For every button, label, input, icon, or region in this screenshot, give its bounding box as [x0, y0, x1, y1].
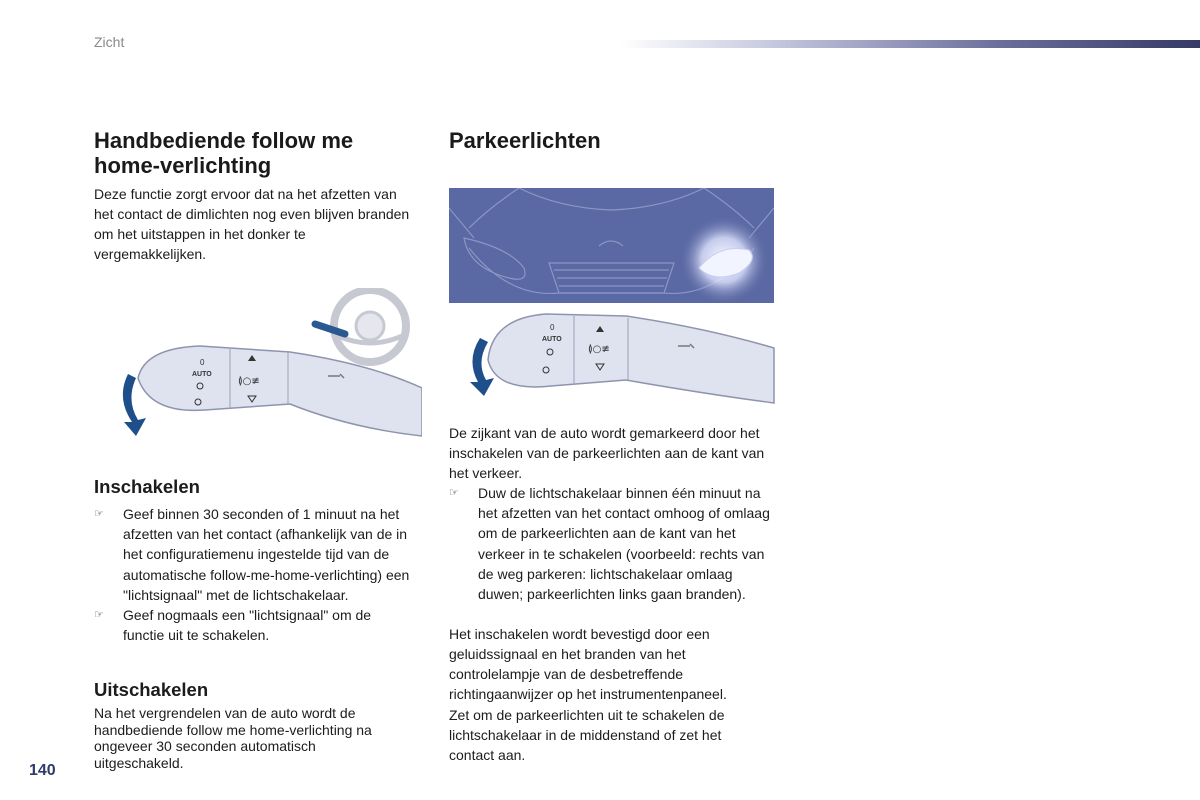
section-label: Zicht — [94, 34, 125, 50]
pointing-hand-icon: ☞ — [94, 508, 104, 520]
parking-item-text: Duw de lichtschakelaar binnen één minuut na het afzetten van het contact omhoog of omlaag om de parkeerlichten aan de kant van het verkeer in te schakelen (voorbeeld: rechts van de weg parkeren: lichtschakelaar omlaag duwen; parkeerlichten links gaan branden). — [478, 485, 770, 603]
stalk-auto-label: AUTO — [542, 336, 562, 343]
left-section-title: Handbediende follow me home-verlichting — [94, 128, 354, 178]
enable-title: Inschakelen — [94, 476, 200, 497]
car-front-illustration — [449, 188, 774, 303]
parking-list — [449, 483, 774, 604]
page-number: 140 — [29, 762, 56, 779]
pointing-hand-icon: ☞ — [94, 609, 104, 622]
enable-item-text: Geef nogmaals een "lichtsignaal" om de functie uit te schakelen. — [123, 607, 372, 644]
light-stalk-figure-left — [110, 288, 422, 438]
enable-item-text: Geef binnen 30 seconden of 1 minuut na het afzetten van het contact (afhankelijk van de in het configuratiemenu ingestelde tijd van de automatische follow-me-home-verlichting) een "lichtsignaal" met de lichtschakelaar. — [123, 506, 410, 603]
stalk-zero-label: 0 — [200, 358, 205, 367]
fog-light-icon: ≬○≢ — [238, 376, 260, 387]
confirm-text: Het inschakelen wordt bevestigd door een geluidssignaal en het branden van het controlelampje van de desbetreffende richtingaanwijzer op het instrumentenpaneel. — [449, 626, 727, 702]
stalk-auto-label: AUTO — [192, 371, 212, 378]
left-intro-text: Deze functie zorgt ervoor dat na het afzetten van het contact de dimlichten nog even blijven branden om het uitstappen in het donker te vergemakkelijken. — [94, 186, 410, 262]
steering-wheel-icon — [315, 290, 406, 362]
right-section-title: Parkeerlichten — [449, 128, 601, 153]
disable-text: Na het vergrendelen van de auto wordt de handbediende follow me home-verlichting na ongeveer 30 seconden automatisch uitgeschakeld. — [94, 705, 372, 771]
fog-light-icon: ≬○≢ — [588, 344, 610, 355]
disable-title: Uitschakelen — [94, 679, 209, 700]
right-intro-text: De zijkant van de auto wordt gemarkeerd door het inschakelen van de parkeerlichten aan de kant van het verkeer. — [449, 425, 765, 481]
enable-item — [94, 605, 414, 645]
enable-list — [94, 504, 414, 645]
pointing-hand-icon: ☞ — [449, 487, 459, 499]
light-stalk-figure-right — [466, 308, 776, 408]
header-gradient-bar — [620, 40, 1200, 48]
off-text: Zet om de parkeerlichten uit te schakelen de lichtschakelaar in de middenstand of zet het contact aan. — [449, 707, 725, 763]
parking-item — [449, 483, 774, 604]
enable-item — [94, 504, 414, 605]
stalk-zero-label: 0 — [550, 323, 555, 332]
